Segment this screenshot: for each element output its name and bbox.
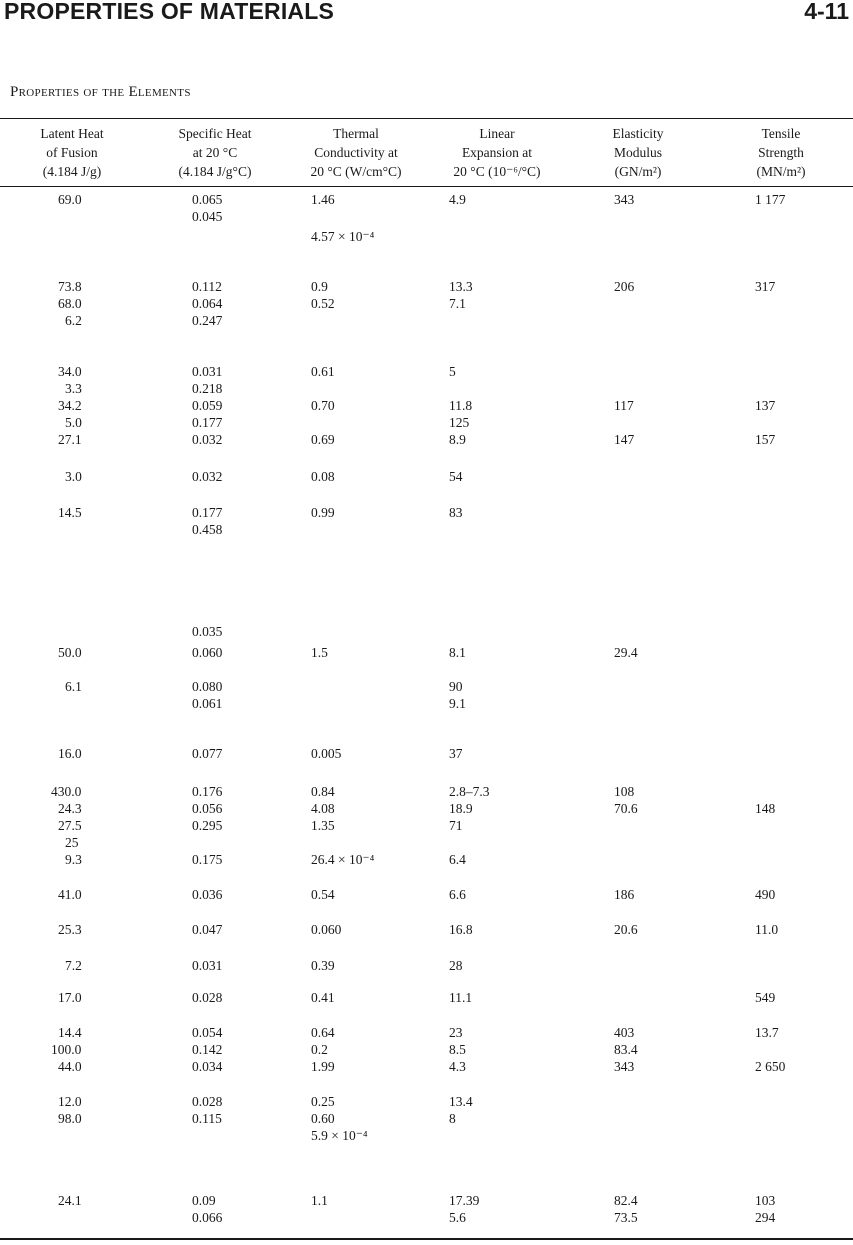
table-cell: 14.5 (58, 505, 82, 520)
table-cell: 0.60 (311, 1111, 335, 1126)
table-cell: 0.035 (192, 624, 223, 639)
column-header-line: at 20 °C (192, 145, 238, 160)
table-cell: 0.064 (192, 296, 223, 311)
table-cell: 0.39 (311, 958, 335, 973)
table-cell: 11.1 (449, 990, 473, 1005)
table-cell: 0.056 (192, 801, 223, 816)
table-cell: 3.0 (65, 469, 82, 484)
table-cell: 0.077 (192, 746, 223, 761)
table-cell: 1.5 (311, 645, 328, 660)
table-cell: 12.0 (58, 1094, 82, 1109)
table-cell: 103 (755, 1193, 776, 1208)
table-cell: 27.5 (58, 818, 82, 833)
table-cell: 8.5 (449, 1042, 466, 1057)
table-cell: 0.99 (311, 505, 335, 520)
table-cell: 1 177 (755, 192, 786, 207)
table-cell: 98.0 (58, 1111, 82, 1126)
table-cell: 0.045 (192, 209, 223, 224)
running-header-title: PROPERTIES OF MATERIALS (4, 0, 335, 24)
table-cell: 0.112 (192, 279, 222, 294)
table-cell: 117 (614, 398, 634, 413)
column-header-line: Conductivity at (314, 145, 398, 160)
table-cell: 0.054 (192, 1025, 223, 1040)
table-cell: 4.9 (449, 192, 466, 207)
table-cell: 34.2 (58, 398, 82, 413)
table-cell: 25.3 (58, 922, 82, 937)
table-cell: 8 (449, 1111, 456, 1126)
column-header-linear-expansion (422, 124, 572, 181)
table-cell: 70.6 (614, 801, 638, 816)
table-cell: 0.142 (192, 1042, 223, 1057)
column-header-line: Tensile (761, 126, 801, 141)
table-cell: 82.4 (614, 1193, 638, 1208)
table-cell: 0.032 (192, 432, 223, 447)
column-header-elasticity-modulus (563, 124, 713, 181)
table-cell: 1.1 (311, 1193, 328, 1208)
column-header-line: 20 °C (10⁻⁶/°C) (453, 164, 541, 179)
table-cell: 13.4 (449, 1094, 473, 1109)
table-cell: 0.059 (192, 398, 223, 413)
table-cell: 0.9 (311, 279, 328, 294)
table-cell: 0.70 (311, 398, 335, 413)
table-cell: 317 (755, 279, 776, 294)
table-cell: 0.69 (311, 432, 335, 447)
table-cell: 11.0 (755, 922, 779, 937)
table-cell: 6.2 (65, 313, 82, 328)
column-header-line: Linear (479, 126, 515, 141)
table-cell: 5.6 (449, 1210, 466, 1225)
table-cell: 403 (614, 1025, 635, 1040)
table-cell: 0.031 (192, 958, 223, 973)
table-cell: 0.247 (192, 313, 223, 328)
table-cell: 0.2 (311, 1042, 328, 1057)
table-cell: 17.39 (449, 1193, 480, 1208)
column-header-line: (4.184 J/g) (42, 164, 102, 179)
table-cell: 28 (449, 958, 463, 973)
table-cell: 549 (755, 990, 776, 1005)
table-cell: 7.1 (449, 296, 466, 311)
table-cell: 100.0 (51, 1042, 82, 1057)
table-cell: 6.4 (449, 852, 466, 867)
table-cell: 2.8–7.3 (449, 784, 490, 799)
table-cell: 11.8 (449, 398, 473, 413)
table-cell: 23 (449, 1025, 463, 1040)
table-cell: 34.0 (58, 364, 82, 379)
table-cell: 73.8 (58, 279, 82, 294)
table-cell: 4.57 × 10⁻⁴ (311, 229, 375, 244)
table-cell: 5.9 × 10⁻⁴ (311, 1128, 368, 1143)
column-header-line: 20 °C (W/cm°C) (310, 164, 402, 179)
table-cell: 0.032 (192, 469, 223, 484)
table-caption: Properties of the Elements (10, 84, 191, 100)
table-cell: 5 (449, 364, 456, 379)
table-cell: 0.64 (311, 1025, 335, 1040)
table-cell: 73.5 (614, 1210, 638, 1225)
column-header-thermal-conductivity (281, 124, 431, 181)
table-cell: 69.0 (58, 192, 82, 207)
table-cell: 0.177 (192, 415, 223, 430)
table-cell: 20.6 (614, 922, 638, 937)
table-cell: 24.3 (58, 801, 82, 816)
table-cell: 0.61 (311, 364, 335, 379)
table-cell: 343 (614, 192, 635, 207)
table-cell: 0.175 (192, 852, 223, 867)
column-header-tensile-strength (706, 124, 853, 181)
table-cell: 7.2 (65, 958, 82, 973)
table-cell: 18.9 (449, 801, 473, 816)
table-cell: 0.295 (192, 818, 223, 833)
column-header-line: (4.184 J/g°C) (178, 164, 252, 179)
table-cell: 490 (755, 887, 776, 902)
table-cell: 1.35 (311, 818, 335, 833)
table-cell: 41.0 (58, 887, 82, 902)
table-cell: 343 (614, 1059, 635, 1074)
table-cell: 108 (614, 784, 635, 799)
column-header-specific-heat (140, 124, 290, 181)
table-cell: 2 650 (755, 1059, 786, 1074)
table-cell: 83.4 (614, 1042, 638, 1057)
table-cell: 9.3 (65, 852, 82, 867)
table-cell: 8.1 (449, 645, 466, 660)
table-top-rule (0, 118, 853, 119)
table-cell: 26.4 × 10⁻⁴ (311, 852, 375, 867)
table-cell: 27.1 (58, 432, 82, 447)
table-cell: 0.031 (192, 364, 223, 379)
table-cell: 1.99 (311, 1059, 335, 1074)
table-cell: 0.218 (192, 381, 223, 396)
column-header-line: Specific Heat (178, 126, 252, 141)
table-cell: 125 (449, 415, 470, 430)
table-cell: 148 (755, 801, 776, 816)
table-cell: 37 (449, 746, 463, 761)
table-cell: 1.46 (311, 192, 335, 207)
table-cell: 5.0 (65, 415, 82, 430)
table-cell: 0.028 (192, 1094, 223, 1109)
table-cell: 0.41 (311, 990, 335, 1005)
table-cell: 6.6 (449, 887, 466, 902)
table-cell: 206 (614, 279, 635, 294)
table-cell: 0.84 (311, 784, 335, 799)
table-cell: 0.09 (192, 1193, 216, 1208)
table-cell: 29.4 (614, 645, 638, 660)
table-cell: 147 (614, 432, 635, 447)
table-cell: 0.047 (192, 922, 223, 937)
table-cell: 71 (449, 818, 463, 833)
column-header-latent-heat (0, 124, 147, 181)
column-header-line: Latent Heat (40, 126, 104, 141)
table-cell: 44.0 (58, 1059, 82, 1074)
table-cell: 0.08 (311, 469, 335, 484)
table-cell: 68.0 (58, 296, 82, 311)
table-cell: 0.036 (192, 887, 223, 902)
table-cell: 6.1 (65, 679, 82, 694)
table-cell: 0.080 (192, 679, 223, 694)
table-cell: 0.065 (192, 192, 223, 207)
column-header-line: Thermal (333, 126, 379, 141)
table-cell: 9.1 (449, 696, 466, 711)
table-cell: 0.176 (192, 784, 223, 799)
table-cell: 0.034 (192, 1059, 223, 1074)
table-cell: 0.060 (311, 922, 342, 937)
table-bottom-rule (0, 1238, 853, 1240)
table-cell: 4.3 (449, 1059, 466, 1074)
table-cell: 16.0 (58, 746, 82, 761)
table-cell: 16.8 (449, 922, 473, 937)
table-cell: 14.4 (58, 1025, 82, 1040)
table-cell: 0.066 (192, 1210, 223, 1225)
column-header-line: Strength (758, 145, 804, 160)
table-cell: 8.9 (449, 432, 466, 447)
page-number: 4-11 (804, 0, 849, 24)
column-header-line: (GN/m²) (614, 164, 662, 179)
column-header-line: Elasticity (612, 126, 664, 141)
table-cell: 50.0 (58, 645, 82, 660)
table-cell: 24.1 (58, 1193, 82, 1208)
table-cell: 0.458 (192, 522, 223, 537)
table-cell: 294 (755, 1210, 776, 1225)
table-cell: 0.115 (192, 1111, 222, 1126)
column-header-line: (MN/m²) (756, 164, 806, 179)
table-cell: 17.0 (58, 990, 82, 1005)
column-header-line: Modulus (613, 145, 662, 160)
column-header-line: Expansion at (461, 145, 533, 160)
table-cell: 0.028 (192, 990, 223, 1005)
table-cell: 0.061 (192, 696, 223, 711)
table-cell: 13.3 (449, 279, 473, 294)
table-cell: 54 (449, 469, 463, 484)
table-cell: 4.08 (311, 801, 335, 816)
table-cell: 0.177 (192, 505, 223, 520)
table-cell: 186 (614, 887, 635, 902)
table-cell: 3.3 (65, 381, 82, 396)
table-cell: 0.060 (192, 645, 223, 660)
table-cell: 90 (449, 679, 463, 694)
table-cell: 0.52 (311, 296, 335, 311)
table-header-rule (0, 186, 853, 187)
table-cell: 430.0 (51, 784, 82, 799)
table-cell: 157 (755, 432, 776, 447)
column-header-line: of Fusion (46, 145, 98, 160)
table-cell: 0.005 (311, 746, 342, 761)
table-cell: 137 (755, 398, 776, 413)
table-cell: 0.25 (311, 1094, 335, 1109)
table-cell: 0.54 (311, 887, 335, 902)
table-cell: 25 (65, 835, 79, 850)
table-cell: 13.7 (755, 1025, 779, 1040)
table-cell: 83 (449, 505, 463, 520)
